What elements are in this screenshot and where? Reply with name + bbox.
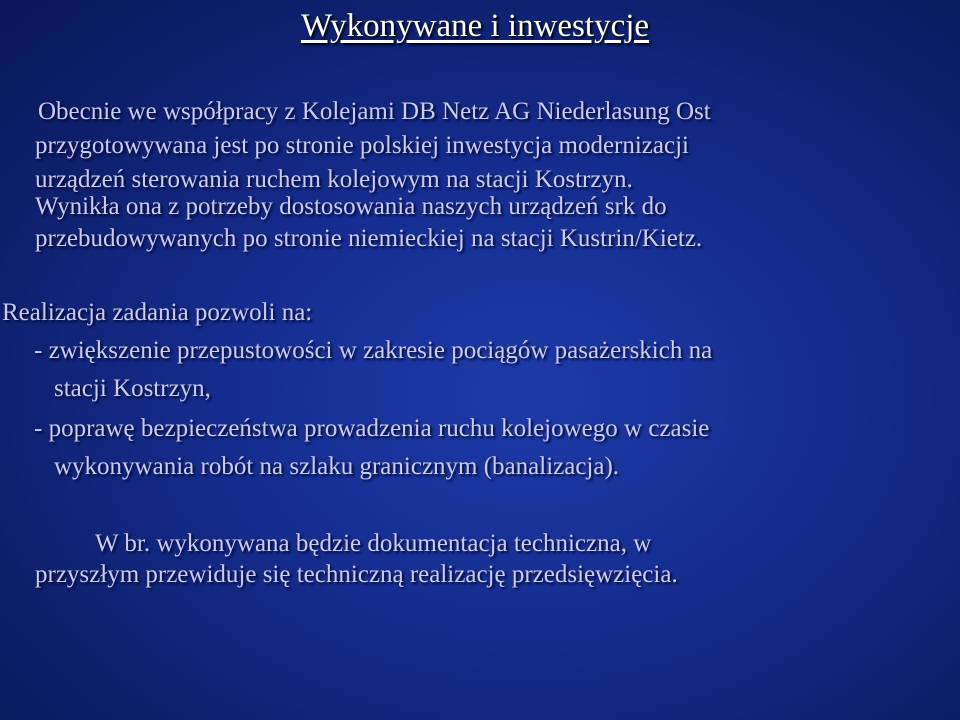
list-intro: Realizacja zadania pozwoli na:: [2, 299, 313, 326]
slide-title: Wykonywane i inwestycje: [300, 8, 650, 44]
final-line-2: przyszłym przewiduje się techniczną realizację przedsięwzięcia.: [35, 561, 678, 588]
paragraph-1-line-2: przygotowywana jest po stronie polskiej inwestycja modernizacji: [35, 132, 689, 159]
list-item-1-line-1: - zwiększenie przepustowości w zakresie pociągów pasażerskich na: [34, 337, 713, 364]
paragraph-1-line-1: Obecnie we współpracy z Kolejami DB Netz AG Niederlasung Ost: [38, 98, 711, 125]
final-line-1: W br. wykonywana będzie dokumentacja techniczna, w: [95, 530, 652, 557]
list-item-2-line-2: wykonywania robót na szlaku granicznym (banalizacja).: [54, 453, 620, 480]
paragraph-1-line-4: Wynikła ona z potrzeby dostosowania naszych urządzeń srk do: [35, 193, 667, 220]
paragraph-1-line-3: urządzeń sterowania ruchem kolejowym na stacji Kostrzyn.: [35, 166, 633, 193]
paragraph-1-line-5: przebudowywanych po stronie niemieckiej na stacji Kustrin/Kietz.: [35, 225, 703, 252]
list-item-1-line-2: stacji Kostrzyn,: [54, 375, 211, 402]
list-item-2-line-1: - poprawę bezpieczeństwa prowadzenia ruchu kolejowego w czasie: [34, 415, 710, 442]
